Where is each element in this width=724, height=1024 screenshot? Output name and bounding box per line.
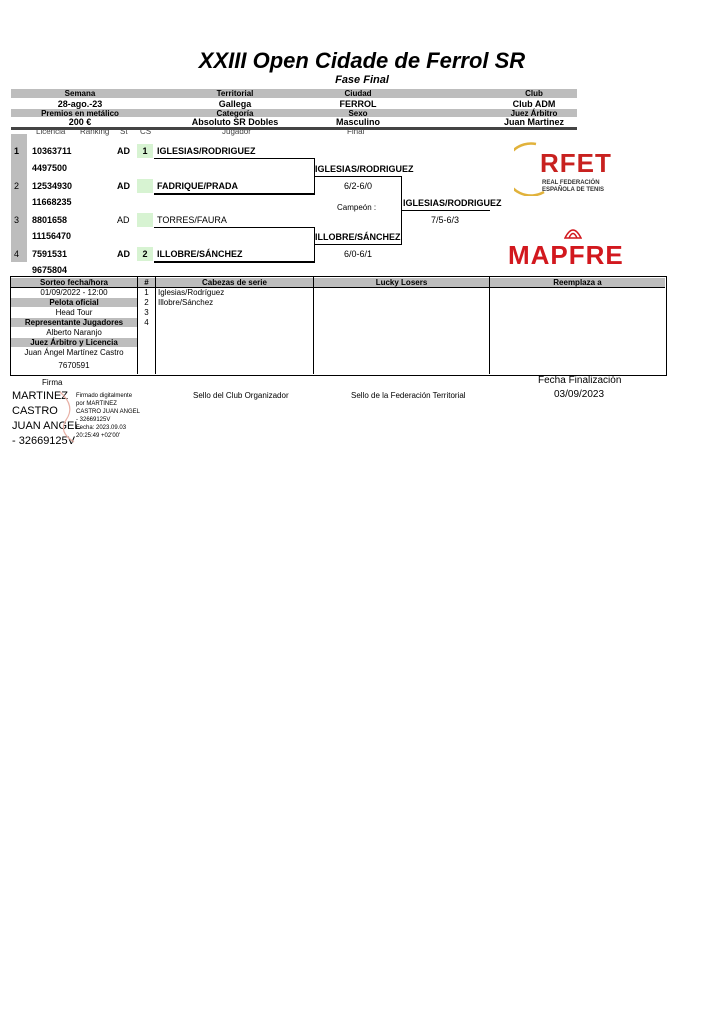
territorial-label: Territorial: [216, 89, 254, 98]
signature-detail-1: Firmado digitalmente: [76, 393, 133, 399]
fecha-finalizacion-value: 03/09/2023: [554, 389, 605, 400]
col-final: Final: [347, 127, 365, 136]
juez-arbitro-value: Juan Ángel Martínez Castro: [24, 348, 124, 357]
page-subtitle: Fase Final: [335, 74, 389, 86]
sorteo-label: Sorteo fecha/hora: [11, 278, 137, 287]
club-label: Club: [525, 89, 543, 98]
draw-pos-2: 2: [14, 181, 20, 191]
juez-value: Juan Martinez: [503, 117, 564, 127]
draw-st-3: AD: [117, 215, 130, 225]
seed-name-2: Illobre/Sánchez: [158, 298, 214, 307]
ciudad-value: FERROL: [339, 99, 377, 109]
signature-line-1: MARTINEZ: [12, 390, 69, 402]
semi-winner-1: IGLESIAS/RODRIGUEZ: [315, 164, 414, 174]
seed-num-3: 3: [144, 308, 149, 317]
draw-st-1: AD: [117, 146, 130, 156]
fecha-finalizacion-label: Fecha Finalización: [538, 375, 622, 386]
rep-value: Alberto Naranjo: [46, 328, 102, 337]
mapfre-wordmark: MAPFRE: [508, 240, 624, 270]
sexo-value: Masculino: [335, 117, 380, 127]
signature-detail-2: por MARTINEZ: [76, 401, 117, 407]
sello-club-label: Sello del Club Organizador: [193, 391, 289, 400]
final-line: [402, 210, 490, 211]
draw-lic2-3: 11156470: [32, 231, 72, 241]
categoria-value: Absoluto SR Dobles: [191, 117, 279, 127]
signature-detail-3: CASTRO JUAN ANGEL: [76, 409, 141, 415]
ciudad-label: Ciudad: [344, 89, 372, 98]
final-winner: IGLESIAS/RODRIGUEZ: [403, 198, 502, 208]
draw-cs-2: [137, 179, 153, 193]
campeon-label: Campeón :: [337, 203, 377, 212]
semi-winner-2: ILLOBRE/SÁNCHEZ: [315, 232, 401, 242]
rfet-sub2: ESPAÑOLA DE TENIS: [542, 187, 605, 193]
rfet-wordmark: RFET: [540, 148, 612, 178]
col-cs: CS: [140, 127, 152, 136]
rep-label: Representante Jugadores: [11, 318, 137, 327]
draw-pos-3: 3: [14, 215, 20, 225]
col-jugador: Jugador: [222, 127, 251, 136]
rfet-logo: [514, 140, 614, 196]
bracket-semi-2: [154, 227, 315, 263]
draw-team-1: IGLESIAS/RODRIGUEZ: [157, 146, 256, 156]
draw-lic2-4: 9675804: [32, 265, 68, 275]
draw-lic1-2: 12534930: [32, 181, 73, 191]
divider-4: [489, 277, 490, 374]
seed-num-4: 4: [144, 318, 149, 327]
signature-detail-4: - 32669125V: [76, 417, 111, 423]
draw-lic1-1: 10363711: [32, 146, 72, 156]
semi-score-1: 6/2-6/0: [343, 181, 373, 191]
semi-score-2: 6/0-6/1: [343, 249, 373, 259]
signature-line-2: CASTRO: [12, 405, 58, 417]
pelota-value: Head Tour: [55, 308, 93, 317]
draw-pos-1: 1: [14, 146, 20, 156]
draw-lic1-3: 8801658: [32, 215, 68, 225]
seed-num-2: 2: [144, 298, 149, 307]
territorial-value: Gallega: [218, 99, 252, 109]
draw-pos-4: 4: [14, 249, 20, 259]
lucky-label: Lucky Losers: [314, 278, 489, 287]
draw-cs-1: 1: [137, 144, 153, 158]
categoria-label: Categoría: [216, 109, 254, 118]
premios-label: Premios en metálico: [41, 109, 119, 118]
sello-fed-label: Sello de la Federación Territorial: [351, 391, 466, 400]
draw-lic2-1: 4497500: [32, 163, 68, 173]
bracket-semi-1: [154, 158, 315, 195]
col-st: St: [120, 127, 128, 136]
signature-detail-5: Fecha: 2023.09.03: [76, 425, 127, 431]
sorteo-value: 01/09/2022 - 12:00: [40, 288, 108, 297]
juez-licencia-value: 7670591: [58, 361, 90, 370]
signature-details: [76, 392, 140, 440]
pelota-label: Pelota oficial: [11, 298, 137, 307]
signature-line-4: - 32669125V: [12, 435, 75, 447]
signature-line-3: JUAN ANGEL: [12, 420, 81, 432]
draw-st-4: AD: [117, 249, 130, 259]
juez-arbitro-label: Juez Árbitro y Licencia: [11, 338, 137, 347]
firma-label: Firma: [42, 378, 63, 387]
semana-value: 28-ago.-23: [57, 99, 103, 109]
draw-lic1-4: 7591531: [32, 249, 68, 259]
page-title: XXIII Open Cidade de Ferrol SR: [198, 48, 526, 73]
semana-label: Semana: [64, 89, 96, 98]
cabezas-label: Cabezas de serie: [156, 278, 313, 287]
draw-lic2-2: 11668235: [32, 197, 72, 207]
draw-team-4: ILLOBRE/SÁNCHEZ: [157, 249, 243, 259]
semi-line-2: [314, 244, 402, 245]
draw-cs-3: [137, 213, 153, 227]
final-score: 7/5-6/3: [430, 215, 460, 225]
num-label: #: [138, 278, 155, 287]
signature-detail-6: 20:25:49 +02'00': [76, 433, 121, 439]
premios-value: 200 €: [68, 117, 92, 127]
sexo-label: Sexo: [348, 109, 368, 118]
col-ranking: Ranking: [80, 127, 110, 136]
divider-2: [155, 277, 156, 374]
draw-team-3: TORRES/FAURA: [157, 215, 227, 225]
draw-st-2: AD: [117, 181, 130, 191]
draw-team-2: FADRIQUE/PRADA: [157, 181, 239, 191]
rfet-sub1: REAL FEDERACIÓN: [542, 180, 600, 186]
divider-3: [313, 277, 314, 374]
club-value: Club ADM: [512, 99, 556, 109]
seed-name-1: Iglesias/Rodríguez: [158, 288, 225, 297]
seed-num-1: 1: [144, 288, 149, 297]
reemplaza-label: Reemplaza a: [490, 278, 665, 287]
draw-cs-4: 2: [137, 247, 153, 261]
col-licencia: Licencia: [36, 127, 66, 136]
juez-label: Juez Árbitro: [510, 109, 558, 118]
semi-line-1: [314, 176, 402, 177]
